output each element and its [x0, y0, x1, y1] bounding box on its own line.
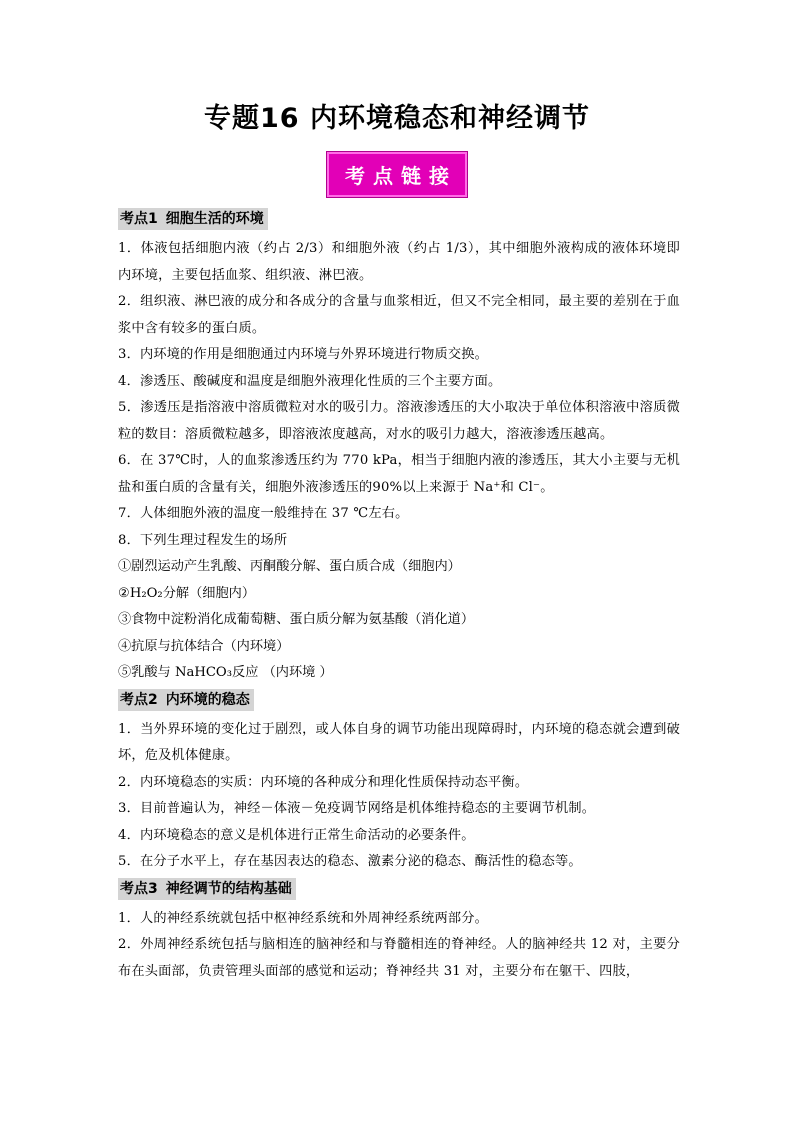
paragraph: 3．内环境的作用是细胞通过内环境与外界环境进行物质交换。 [118, 347, 489, 362]
paragraph: 3．目前普遍认为，神经－体液－免疫调节网络是机体维持稳态的主要调节机制。 [118, 801, 596, 816]
list-item: ⑤乳酸与 NaHCO₃反应 （内环境 ） [118, 665, 333, 680]
list-item: ③食物中淀粉消化成葡萄糖、蛋白质分解为氨基酸（消化道） [118, 612, 475, 627]
badge-container [0, 152, 794, 197]
list-item: ④抗原与抗体结合（内环境） [118, 638, 290, 654]
paragraph: 6．在 37℃时，人的血浆渗透压约为 770 kPa，相当于细胞内液的渗透压，其大小主要与无机盐和蛋白质的含量有关，细胞外液渗透压的90%以上来源于 Na⁺和 Cl⁻。 [118, 453, 680, 495]
section-label: 考点2 [120, 691, 158, 708]
paragraph: 1．当外界环境的变化过于剧烈，或人体自身的调节功能出现障碍时，内环境的稳态就会遭到破坏，危及机体健康。 [118, 721, 680, 763]
paragraph: 1．人的神经系统就包括中枢神经系统和外周神经系统两部分。 [118, 910, 489, 926]
paragraph: 1．体液包括细胞内液（约占 2/3）和细胞外液（约占 1/3），其中细胞外液构成的液体环境即内环境，主要包括血浆、组织液、淋巴液。 [118, 241, 680, 283]
section-title: 内环境的稳态 [165, 691, 250, 708]
section-title: 细胞生活的环境 [165, 211, 264, 227]
paragraph: 8．下列生理过程发生的场所 [118, 532, 288, 548]
section-heading-2 [118, 689, 254, 711]
content-body [118, 206, 680, 985]
section-label: 考点1 [120, 211, 158, 227]
section-heading-1 [118, 208, 268, 230]
page-title: 专题16 内环境稳态和神经调节 [204, 103, 590, 134]
paragraph: 5．在分子水平上，存在基因表达的稳态、激素分泌的稳态、酶活性的稳态等。 [118, 854, 582, 869]
paragraph: 2．组织液、淋巴液的成分和各成分的含量与血浆相近，但又不完全相同，最主要的差别在于血浆中含有较多的蛋白质。 [118, 294, 680, 336]
section-heading-3 [118, 878, 296, 900]
list-item: ①剧烈运动产生乳酸、丙酮酸分解、蛋白质合成（细胞内） [118, 559, 461, 574]
section-label: 考点3 [120, 880, 158, 897]
paragraph: 4．渗透压、酸碱度和温度是细胞外液理化性质的三个主要方面。 [118, 373, 502, 389]
paragraph: 2．外周神经系统包括与脑相连的脑神经和与脊髓相连的脊神经。人的脑神经共 12 对，主要分布在头面部，负责管理头面部的感觉和运动；脊神经共 31 对，主要分布在躯干、四肢， [118, 937, 680, 979]
paragraph: 5．渗透压是指溶液中溶质微粒对水的吸引力。溶液渗透压的大小取决于单位体积溶液中溶质微粒的数目：溶质微粒越多，即溶液浓度越高，对水的吸引力越大，溶液渗透压越高。 [118, 400, 680, 442]
paragraph: 7．人体细胞外液的温度一般维持在 37 ℃左右。 [118, 506, 409, 521]
list-item: ②H₂O₂分解（细胞内） [118, 585, 256, 601]
section-title: 神经调节的结构基础 [165, 880, 292, 897]
section-badge: 考点链接 [327, 152, 467, 197]
paragraph: 4．内环境稳态的意义是机体进行正常生命活动的必要条件。 [118, 827, 475, 843]
paragraph: 2．内环境稳态的实质：内环境的各种成分和理化性质保持动态平衡。 [118, 774, 529, 790]
